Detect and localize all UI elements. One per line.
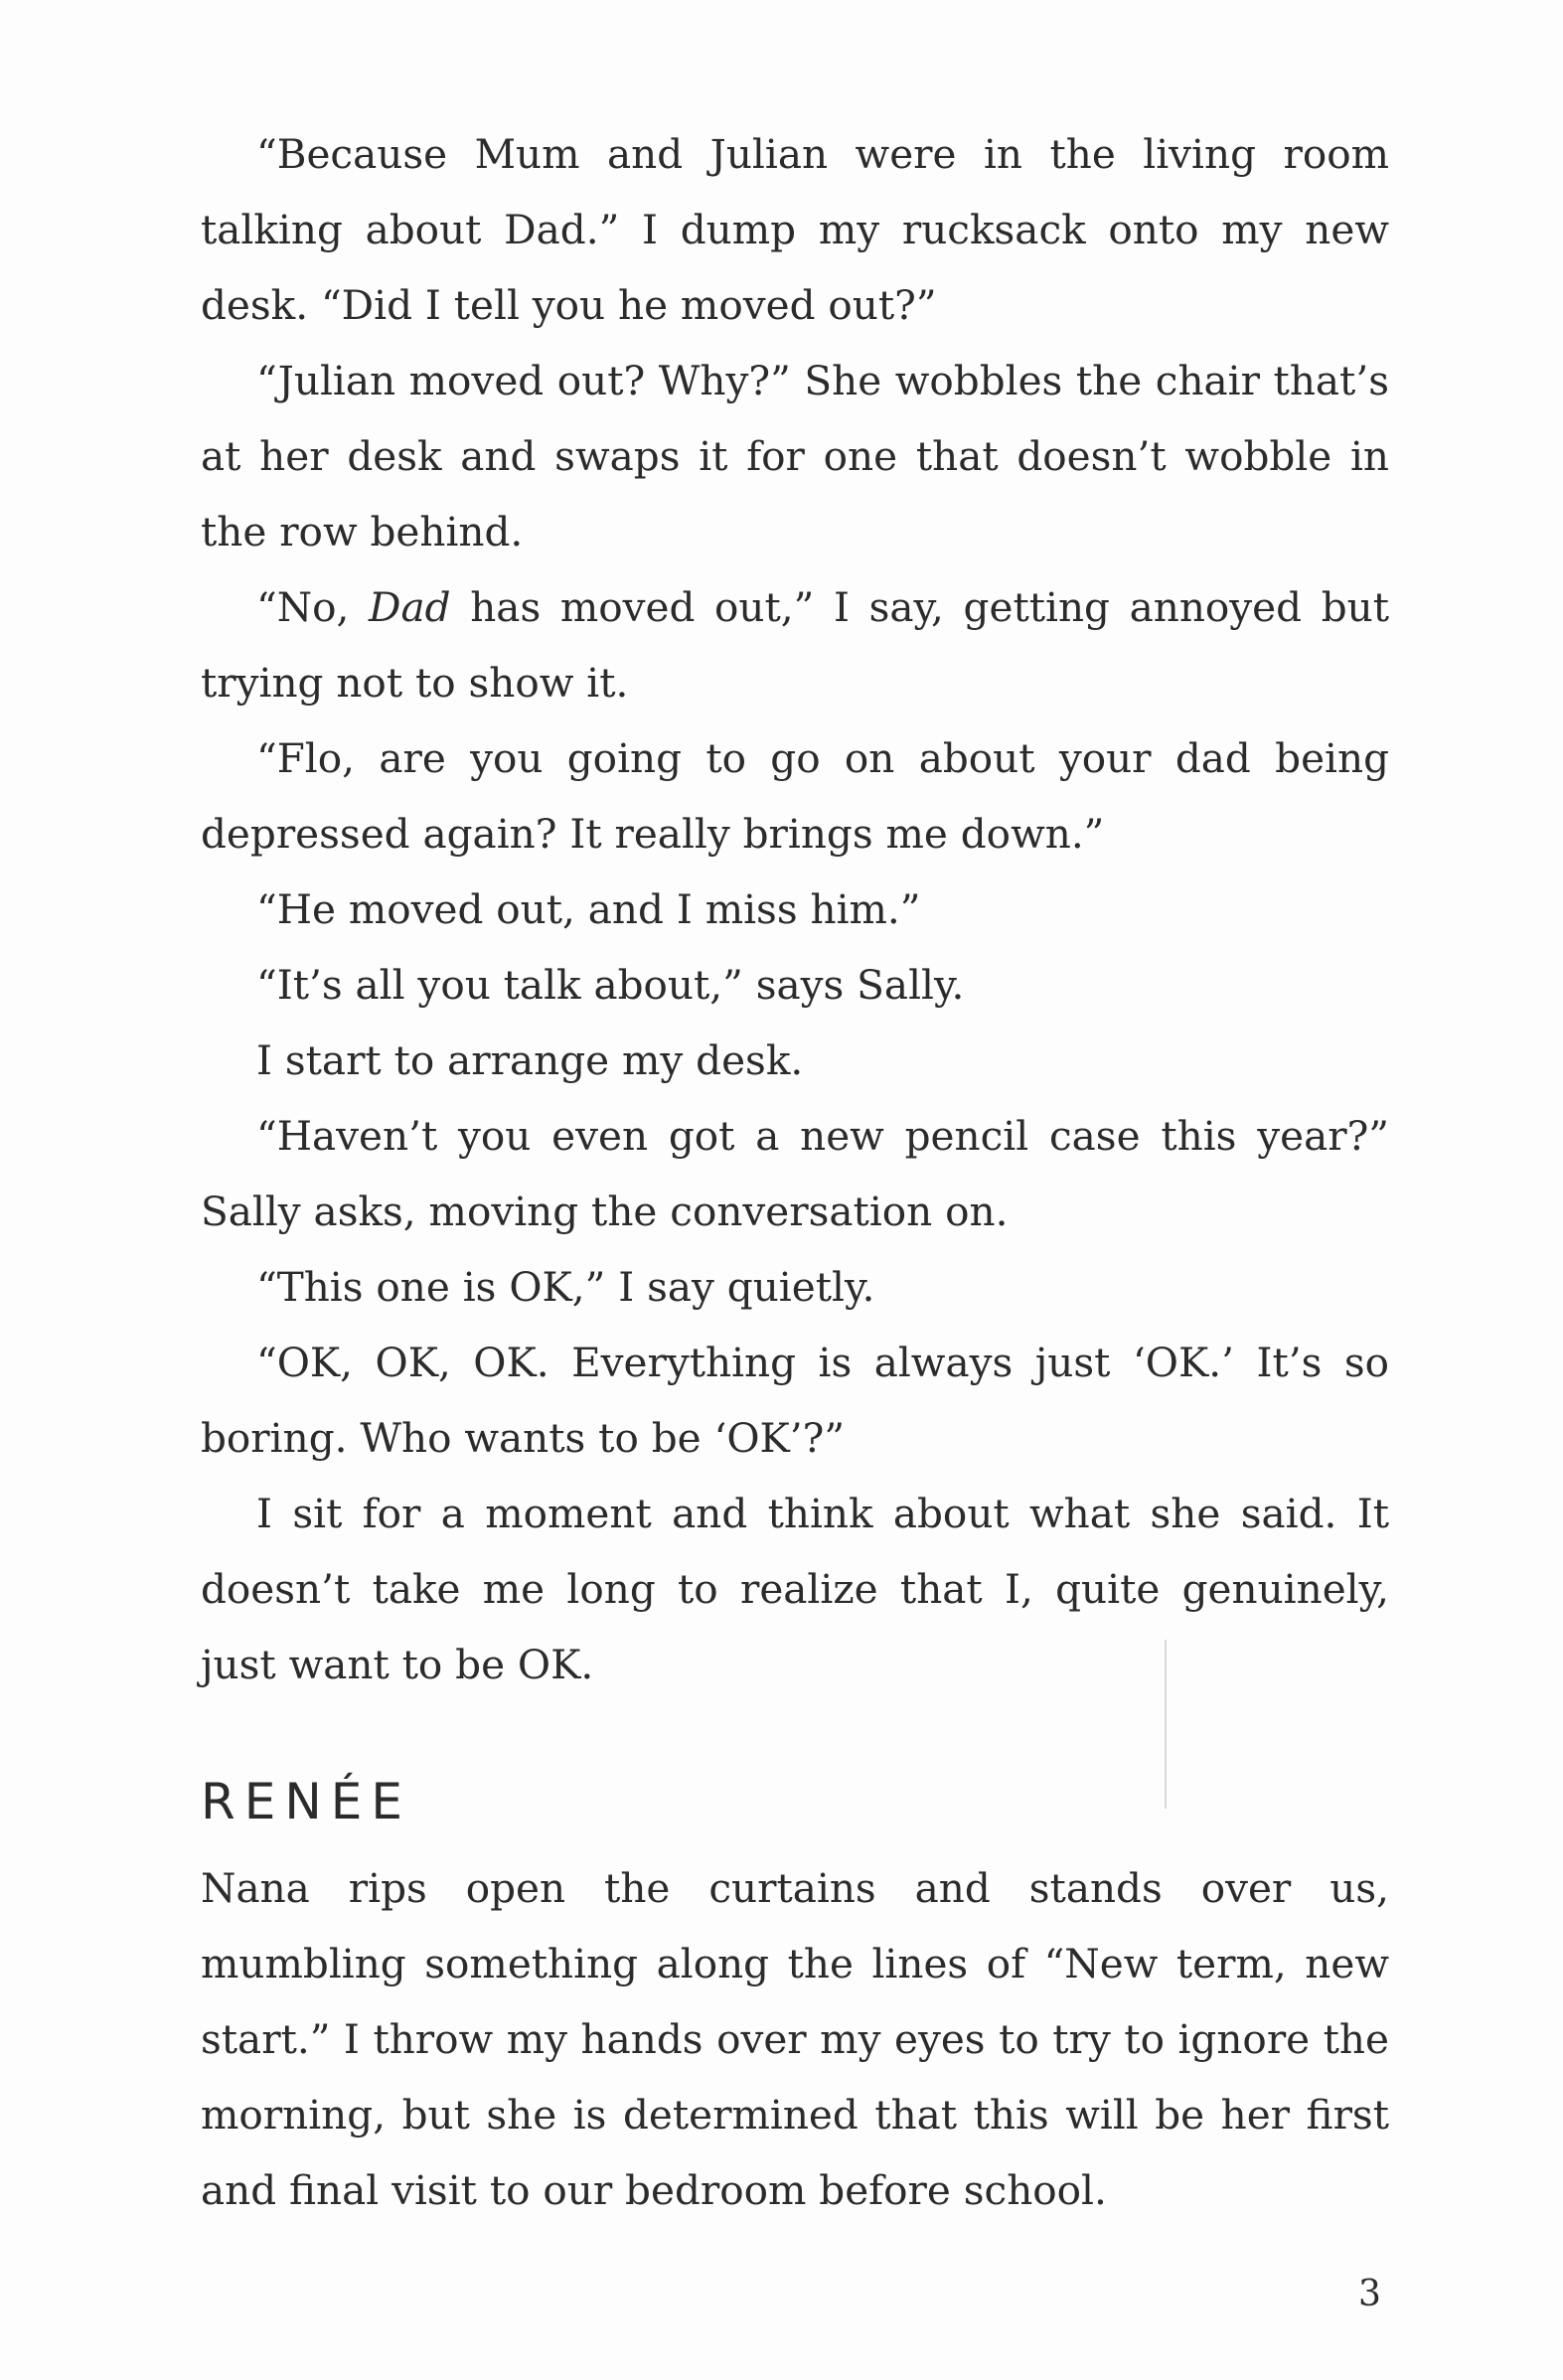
scan-artifact-line [1165,1640,1167,1809]
paragraph: “He moved out, and I miss him.” [256,885,921,933]
paragraph: “This one is OK,” I say quietly. [256,1263,875,1311]
paragraph: “Julian moved out? Why?” She wobbles the chair that’s at her desk and swaps it for one that doesn’t wobble in the row behind. [201,357,1389,555]
paragraph: Nana rips open the curtains and stands over us, mumbling something along the lines of “New term, new start.” I throw my hands over my eyes to try to ignore the morning, but she is determined that this will be her first and final visit to our bedroom before school. [201,1864,1389,2214]
paragraph-text-part: “No, [256,583,370,631]
emphasized-word: Dad [369,583,451,631]
scene-one-text [201,116,1389,1702]
paragraph: I sit for a moment and think about what she said. It doesn’t take me long to realize that I, quite genuinely, just want to be OK. [201,1490,1389,1688]
paragraph [201,569,1389,720]
paragraph: I start to arrange my desk. [256,1036,804,1084]
page-number: 3 [1358,2274,1381,2314]
paragraph: “It’s all you talk about,” says Sally. [256,961,965,1009]
paragraph: “Because Mum and Julian were in the living room talking about Dad.” I dump my rucksack onto my new desk. “Did I tell you he moved out?” [201,130,1389,329]
paragraph-text-part: has moved out,” I say, getting annoyed but trying not to show it. [201,583,1389,707]
paragraph: “Haven’t you even got a new pencil case this year?” Sally asks, moving the conversation on. [201,1112,1389,1235]
paragraph: “Flo, are you going to go on about your dad being depressed again? It really brings me down.” [201,734,1389,858]
scene-two-text [201,1850,1389,2228]
section-heading: RENÉE [201,1773,411,1830]
paragraph: “OK, OK, OK. Everything is always just ‘OK.’ It’s so boring. Who wants to be ‘OK’?” [201,1339,1389,1462]
